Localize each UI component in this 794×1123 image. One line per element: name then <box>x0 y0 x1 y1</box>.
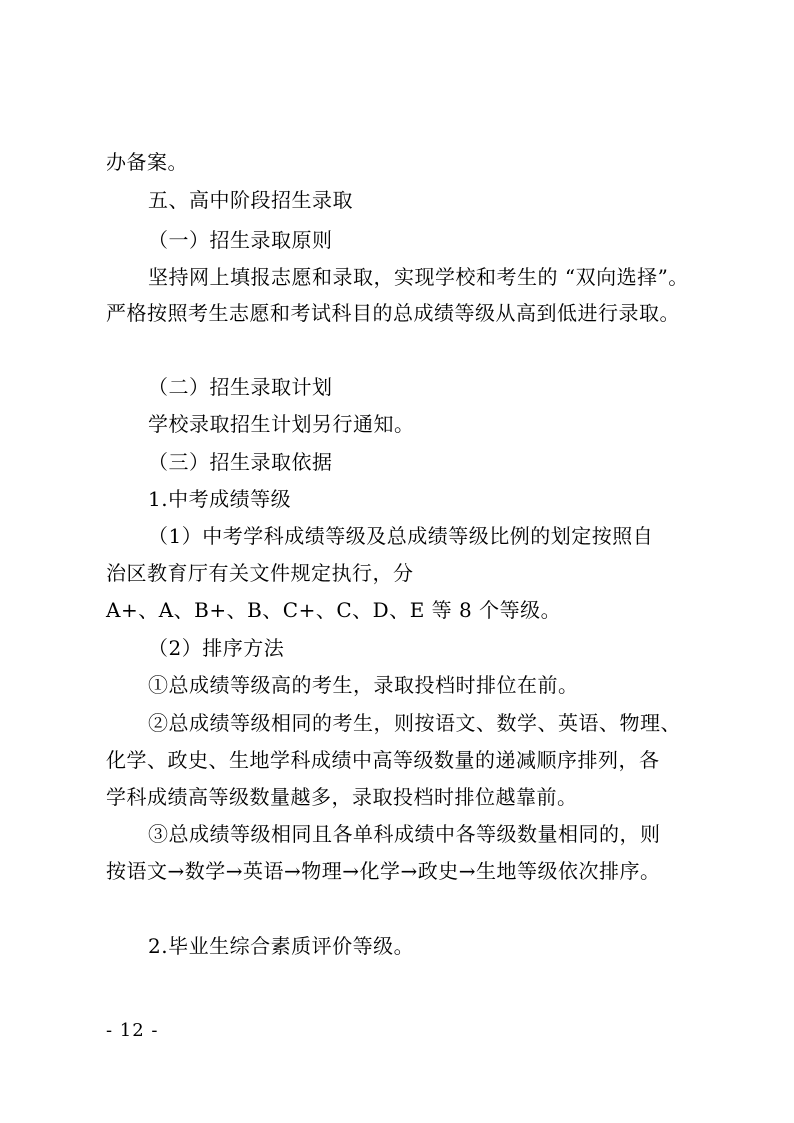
list-item-2: ②总成绩等级相同的考生，则按语文、数学、英语、物理、 <box>148 711 681 735</box>
paragraph-line: （1）中考学科成绩等级及总成绩等级比例的划定按照自 <box>148 524 654 548</box>
section-heading-5: 五、高中阶段招生录取 <box>148 188 353 212</box>
paragraph-line: 学科成绩高等级数量越多，录取投档时排位越靠前。 <box>106 785 578 809</box>
paragraph-line: 坚持网上填报志愿和录取，实现学校和考生的 “双向选择”。 <box>148 265 689 289</box>
numbered-heading-2: 2.毕业生综合素质评价等级。 <box>148 934 415 958</box>
paragraph-line: 治区教育厅有关文件规定执行，分 <box>106 561 414 585</box>
numbered-subheading-2: （2）排序方法 <box>148 636 285 660</box>
paragraph-line: 化学、政史、生地学科成绩中高等级数量的递减顺序排列，各 <box>106 748 660 772</box>
subheading-principles: （一）招生录取原则 <box>148 228 333 252</box>
paragraph-line: 学校录取招生计划另行通知。 <box>148 412 415 436</box>
subheading-plan: （二）招生录取计划 <box>148 375 333 399</box>
paragraph-line: A+、A、B+、B、C+、C、D、E 等 8 个等级。 <box>106 598 562 622</box>
text-line-continuation: 办备案。 <box>106 150 188 174</box>
subheading-basis: （三）招生录取依据 <box>148 450 333 474</box>
numbered-heading-1: 1.中考成绩等级 <box>148 487 292 511</box>
page-number: - 12 - <box>106 1020 159 1041</box>
list-item-3: ③总成绩等级相同且各单科成绩中各等级数量相同的，则 <box>148 822 661 846</box>
list-item-1: ①总成绩等级高的考生，录取投档时排位在前。 <box>148 673 579 697</box>
paragraph-line: 严格按照考生志愿和考试科目的总成绩等级从高到低进行录取。 <box>106 301 680 325</box>
paragraph-line: 按语文→数学→英语→物理→化学→政史→生地等级依次排序。 <box>106 859 661 883</box>
